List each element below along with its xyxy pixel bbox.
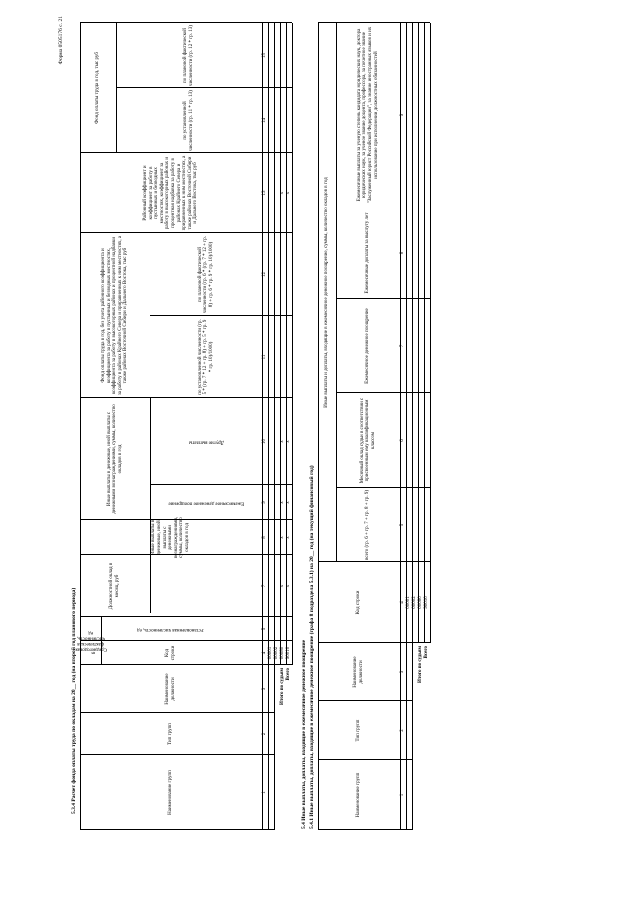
s2-header-monthly-degree: Ежемесячные выплаты за ученую степень кандидата юридических наук, доктора юридических наук, за ученое звание доцента, профессора, за почетное звание "Заслуженный юрист Российской Федерации", за знание иностранных языков и их использование при исполнении должностных обязанностей — [356, 26, 379, 204]
colnum-9: 9 — [262, 501, 268, 504]
colnum-3: 3 — [262, 687, 268, 691]
x-mark: х — [286, 191, 292, 195]
x-mark: х — [280, 584, 286, 588]
colnum-15: 15 — [262, 53, 268, 58]
s2-header-staff-type: Тип групп — [356, 719, 362, 742]
header-staff-type: Тип групп — [168, 723, 174, 745]
table-row-code: 00002 — [274, 646, 280, 660]
s2-header-total: всего (гр. 6 + гр. 7 + гр. 8 + гр. 9) — [365, 490, 371, 560]
x-mark: х — [280, 191, 286, 195]
table-row-label: Итого по судьям — [280, 668, 286, 705]
header-fund-coef: Фонд оплаты труда в год, без учета районного коэффициента и коэффициента за работу в пустынных и безводных местностях, коэффициента за работу в высокогорных районах и процентной надбавки за работу в районах Крайнего Севера и приравненных к ним местностях, а также районах Восточной Сибири и Дальнего Востока, тыс руб — [101, 235, 129, 396]
s2-table-row-code: 90010 — [424, 596, 430, 609]
colnum-14: 14 — [262, 118, 268, 123]
section2-title-a: 5.4 Иные выплаты, доплаты, входящие в ежемесячное денежное поощрение — [300, 639, 307, 829]
colnum-11: 11 — [262, 354, 268, 360]
s2-colnum-5: 5 — [400, 523, 406, 527]
table-row-label: Всего — [286, 668, 292, 681]
header-fund-year: Фонд оплаты труда в год, тыс руб — [95, 52, 101, 124]
header-name-group: Наименование групп — [168, 770, 174, 815]
colnum-5: 5 — [262, 627, 268, 631]
section1-title: 5.3.4 Расчет фонда оплаты труда по окладам на 20__ год (на второй год планового периода) — [71, 587, 78, 814]
s2-table-row-code: 00001 — [406, 596, 412, 609]
x-mark: х — [286, 440, 292, 443]
table-row-code: 90010 — [286, 646, 292, 660]
s2-header-other-payments: Иные выплаты и доплаты, входящие в ежемесячное денежное поощрение, суммы, количество окладов в год — [324, 177, 330, 408]
s2-header-monthly-bonus: Ежемесячное денежное поощрение — [365, 308, 371, 384]
table-row-code: 00001 — [268, 646, 274, 660]
s2-table-row-code: 00002 — [412, 596, 418, 609]
s2-header-row-code: Код строки — [356, 590, 362, 615]
section2-title-b: 5.4.1 Иные выплаты, доплаты, входящие в ежемесячное денежное поощрение (графа 8 подраздела 5.3.1) на 20__ год (на текущий финансовый год) — [308, 465, 315, 829]
s2-header-position-name: Наименование должности — [353, 656, 364, 688]
header-by-established: по установленной численности (гр. 5 * (гр. 7 * 12 + гр. 8) + гр. 5 * гр. 9 * гр. 10)/1000) — [197, 319, 214, 395]
header-established-count: Установленная численность, ед — [137, 626, 205, 632]
x-mark: х — [286, 536, 292, 539]
s2-colnum-6: 6 — [400, 439, 406, 442]
header-regional-coef: Районный коэффициент и коэффициент за работу в пустынных и безводных местностях, коэффициент за работу в высокогорных районах и процентная надбавка за работу в районах Крайнего Севера и приравненных к ним местностях, а также районах Восточной Сибири и Дальнего Востока, тыс руб — [143, 155, 199, 231]
x-mark: х — [280, 440, 286, 443]
x-mark: х — [286, 584, 292, 588]
colnum-12: 12 — [262, 272, 268, 277]
x-mark: х — [286, 501, 292, 504]
header-official-salary: Должностной оклад в месяц, руб — [109, 562, 120, 610]
s2-table-row-code: 00080 — [418, 596, 424, 609]
header-other-pay: Другие выплаты — [188, 439, 224, 445]
s2-table-row-label: Итого по судьям — [418, 646, 424, 683]
colnum-2: 2 — [262, 732, 268, 736]
header-other-payments-group: Иные выплаты в денежные, иной выплаты с денежными вознаграждениями, суммы, количество окладов в год — [106, 404, 123, 514]
s2-colnum-4: 4 — [400, 601, 406, 604]
colnum-7: 7 — [262, 584, 268, 588]
header-fund-actual: по плановой фактической численности (гр. 12 * гр. 13) — [183, 25, 194, 86]
s2-colnum-2: 2 — [400, 729, 406, 732]
s2-colnum-1: 1 — [400, 793, 406, 797]
s2-table-row-label: Всего — [424, 646, 430, 659]
x-mark: х — [280, 536, 286, 539]
colnum-8: 8 — [262, 536, 268, 539]
colnum-10: 10 — [262, 439, 268, 444]
s2-header-monthly-seniority: Ежемесячные доплаты за выслугу лет — [365, 212, 371, 294]
s2-header-name-group: Наименование групп — [356, 772, 362, 818]
header-actual-count: Среднегодовая фактическая численность, ед — [75, 629, 107, 652]
s2-colnum-3: 3 — [400, 670, 406, 674]
x-mark: х — [280, 501, 286, 504]
header-fund-established: по установленной численности (гр. 11 * гр. 13) — [183, 90, 194, 151]
header-by-actual: по плановой фактической численности (гр. 6 * (гр. 7 * 12 + гр. 8) + гр. 6 * гр. 9 * гр. 10)/1000) — [197, 236, 214, 313]
header-other-payments: Иные выплаты в денежные, иной выплаты с денежными вознаграждениями, суммы, количество окладов в год — [151, 516, 190, 559]
s2-header-monthly-salary: Месячный оклад судьи в соответствии с присвоенным ему квалификационным классом — [359, 397, 376, 484]
colnum-13: 13 — [262, 190, 268, 196]
header-row-code: Код строки — [165, 645, 176, 661]
colnum-6: 6 — [92, 651, 98, 655]
s2-colnum-8: 8 — [400, 251, 406, 255]
colnum-4: 4 — [262, 651, 268, 655]
colnum-1: 1 — [262, 791, 268, 794]
s2-colnum-7: 7 — [400, 344, 406, 348]
table-row-code: 00080 — [280, 646, 286, 660]
header-position-name: Наименование должности — [165, 673, 176, 705]
header-monthly-bonus: Ежемесячное денежное поощрение — [168, 500, 244, 506]
form-label: Форма 0505176 с. 21 — [57, 16, 64, 65]
s2-colnum-9: 9 — [400, 113, 406, 117]
